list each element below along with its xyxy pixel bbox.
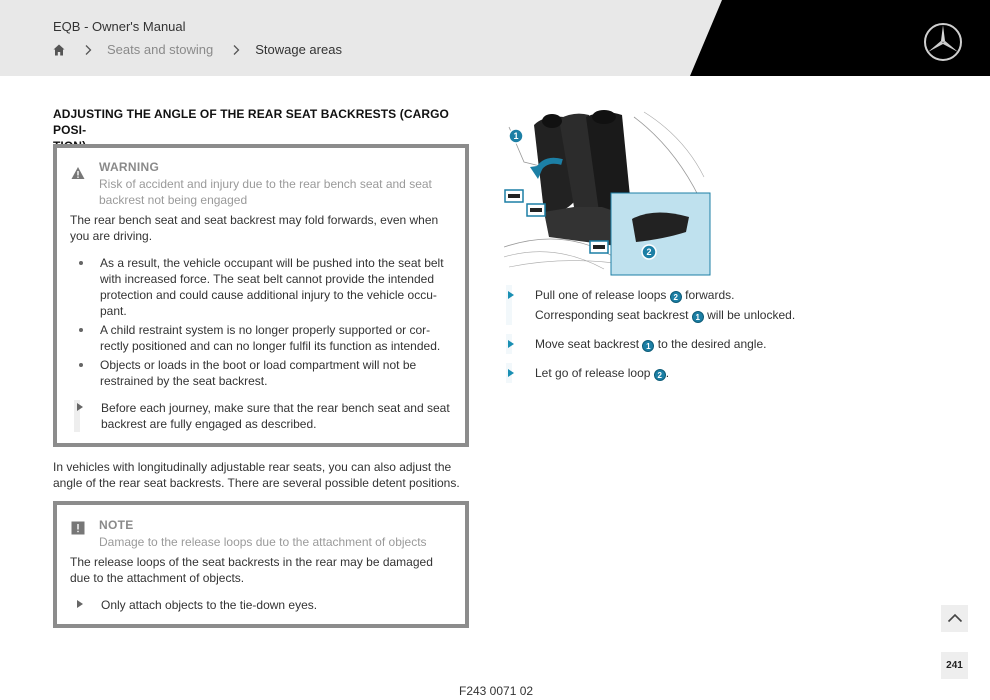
warning-heading: WARNING: [99, 160, 160, 174]
list-item: A child restraint system is no longer properly supported or cor-rectly positioned and can no longer fulfil its function as intended.: [70, 322, 455, 354]
note-box: [53, 501, 469, 628]
chevron-up-icon: [947, 610, 963, 628]
note-text: The release loops of the seat backrests in the rear may be damaged due to the attachment of objects.: [70, 555, 433, 585]
note-step: Only attach objects to the tie-down eyes.: [70, 597, 455, 613]
figure-callout-1: 1: [513, 131, 519, 141]
arrow-right-icon: [508, 369, 514, 377]
chevron-right-icon: [230, 44, 242, 56]
note-exclamation-icon: [71, 521, 85, 535]
callout-badge: 1: [692, 311, 704, 323]
scroll-to-top-button[interactable]: [941, 605, 968, 632]
callout-badge: 2: [670, 291, 682, 303]
note-subtitle: Damage to the release loops due to the attachment of objects: [99, 535, 427, 549]
breadcrumb-seats-and-stowing[interactable]: Seats and stowing: [107, 42, 214, 57]
breadcrumb: [53, 42, 342, 57]
callout-badge: 1: [642, 340, 654, 352]
list-item: Objects or loads in the boot or load compartment will not be restrained by the seat backrest.: [70, 357, 455, 389]
arrow-right-icon: [508, 291, 514, 299]
arrow-right-icon: [77, 403, 83, 411]
body-paragraph: In vehicles with longitudinally adjustable rear seats, you can also adjust the angle of the rear seat backrests. There are several possible detent positions.: [53, 460, 460, 490]
warning-text: The rear bench seat and seat backrest may fold forwards, even when you are driving.: [70, 213, 439, 243]
breadcrumb-stowage-areas: Stowage areas: [255, 42, 342, 57]
arrow-right-icon: [77, 600, 83, 608]
manual-title: EQB - Owner's Manual: [53, 19, 186, 34]
rear-seat-illustration: [504, 107, 711, 276]
arrow-right-icon: [508, 340, 514, 348]
header-bar: [0, 0, 990, 76]
note-heading: NOTE: [99, 518, 134, 532]
callout-badge: 2: [654, 369, 666, 381]
warning-box: [53, 144, 469, 447]
home-icon[interactable]: [53, 44, 65, 56]
instruction-step-2: Move seat backrest 1 to the desired angle.: [506, 334, 926, 354]
warning-triangle-icon: [71, 166, 85, 180]
warning-bullet-list: [70, 255, 455, 392]
figure-callout-2: 2: [646, 247, 652, 257]
section-title: ADJUSTING THE ANGLE OF THE REAR SEAT BACKRESTS (CARGO POSI-: [53, 107, 449, 137]
chevron-right-icon: [82, 44, 94, 56]
list-item: As a result, the vehicle occupant will be pushed into the seat belt with increased force. The seat belt cannot provide the intended protection and could cause additional injury to the vehicle occu-pant.: [70, 255, 455, 319]
page-number-button[interactable]: 241: [941, 652, 968, 679]
instruction-step-1: Pull one of release loops 2 forwards. Corresponding seat backrest 1 will be unlocked.: [506, 285, 926, 325]
warning-subtitle: Risk of accident and injury due to the rear bench seat and seat backrest not being engaged: [99, 177, 432, 207]
figure-code: F243 0071 02: [459, 684, 534, 698]
warning-step: Before each journey, make sure that the rear bench seat and seat backrest are fully engaged as described.: [70, 400, 455, 432]
instruction-step-3: Let go of release loop 2 .: [506, 363, 926, 383]
mercedes-star-icon[interactable]: [923, 22, 963, 62]
